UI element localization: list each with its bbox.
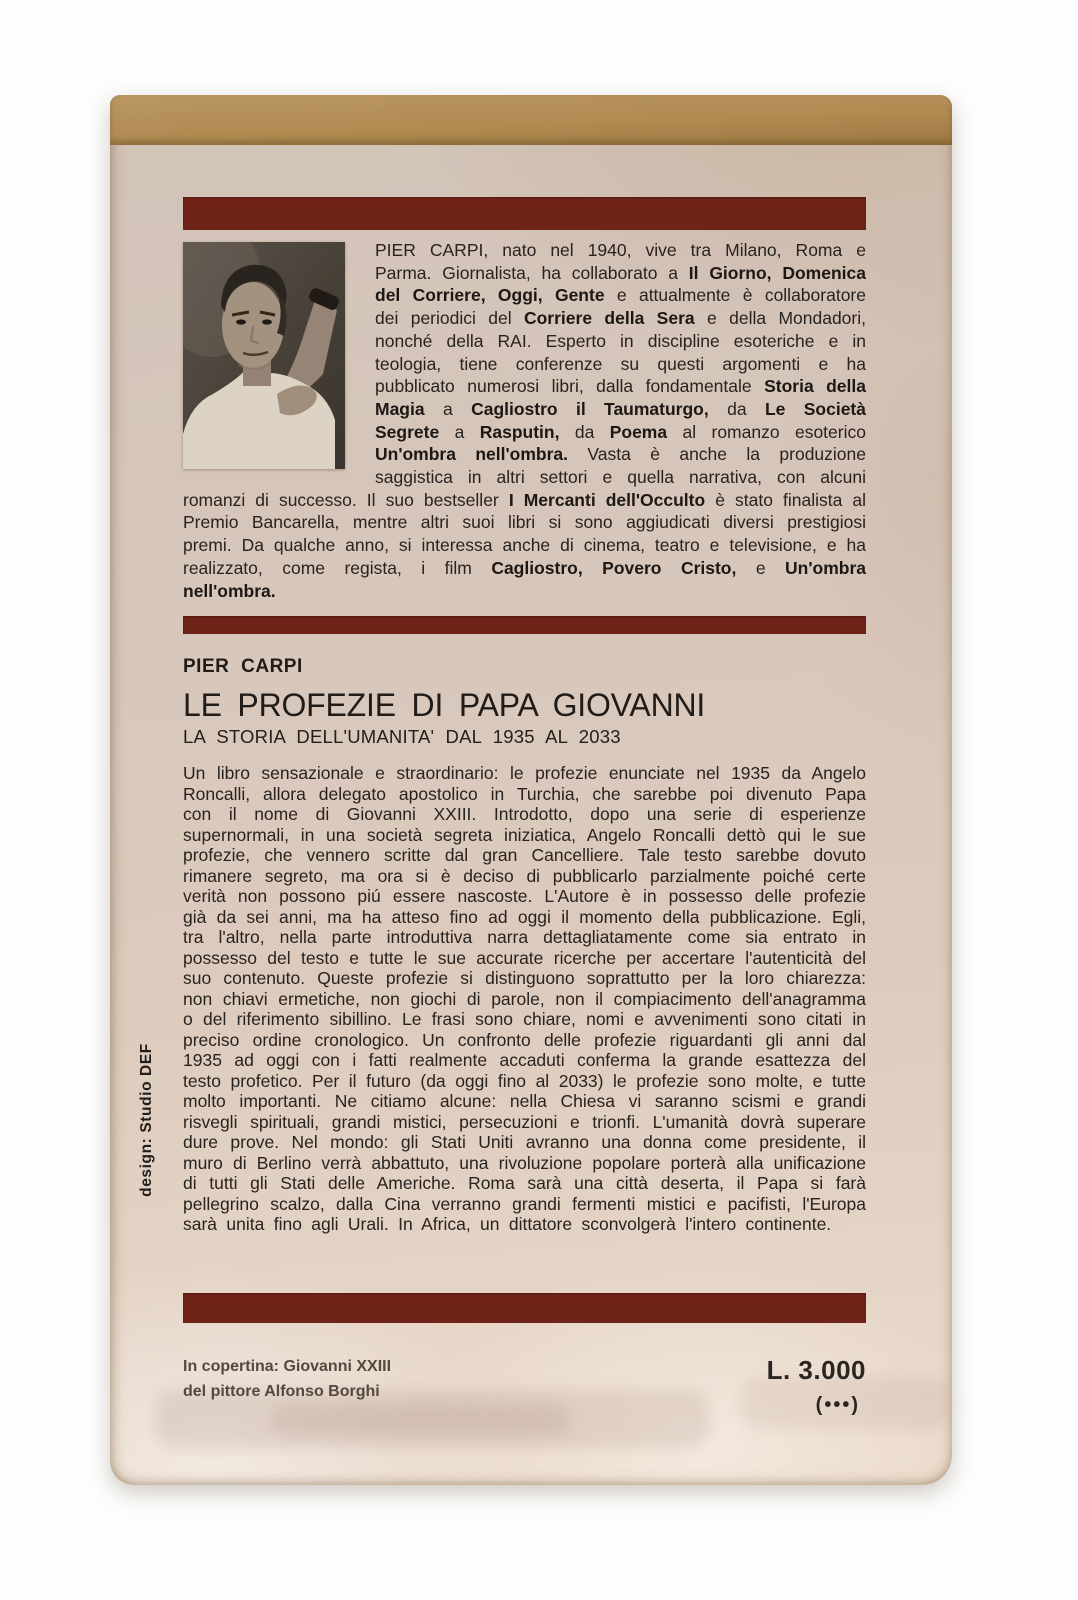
book-description: Un libro sensazionale e straordinario: le profezie enunciate nel 1935 da Angelo Roncalli, allora delegato apostolico in Turchia, che sarebbe poi divenuto Papa con il nome di Giovanni XXIII. Introdotto, dopo una serie di esperienze supernormali, in una società segreta iniziatica, Angelo Roncalli dettò qui le sue profezie, che vennero scritte dal gran Cancelliere. Tale testo sarebbe dovuto rimanere segreto, ma ora si è deciso di pubblicarlo parzialmente poiché certe verità non possono piú essere nascoste. L'Autore è in possesso delle profezie già da sei anni, ma ha atteso fino ad oggi il momento della pubblicazione. Egli, tra l'altro, nella parte introduttiva narra dettagliatamente come sia entrato in possesso del testo e tutte le sue accurate ricerche per accertare l'autenticità del suo contenuto. Queste profezie si distinguono soprattutto per la loro chiarezza: non chiavi ermetiche, non giochi di parole, non il compiacimento dell'anagramma o del riferimento sibillino. Le frasi sono chiare, nomi e avvenimenti sono citati in preciso ordine cronologico. Un confronto delle profezie riguardanti gli anni dal 1935 ad oggi con i fatti realmente accaduti conferma la grande esattezza del testo profetico. Per il futuro (da oggi fino al 2033) le profezie sono molte, e tutte molto importanti. Ne citiamo alcune: nella Chiesa vi saranno scismi e grandi risvegli spirituali, grandi mistici, persecuzioni e trionfi. L'umanità dovrà superare dure prove. Nel mondo: gli Stati Uniti avranno una donna come presidente, il muro di Berlino verrà abbattuto, una rivoluzione popolare porterà alla unificazione di tutti gli Stati delle Americhe. Roma sarà una città deserta, il Papa si farà pellegrino scalzo, dalla Cina verranno grandi fermenti mistici e pacifisti, l'Europa sarà unita fino agli Urali. In Africa, un dittatore sconvolgerà l'intero continente. [183,763,866,1235]
red-divider-middle [183,616,866,634]
price-label: L. 3.000 [766,1354,866,1385]
author-portrait-photo [183,242,345,469]
red-divider-bottom [183,1293,866,1323]
price-edition-mark: (•••) [815,1393,860,1416]
red-divider-top [183,197,866,230]
price-block [767,1355,866,1417]
cover-art-credit-line2: del pittore Alfonso Borghi [183,1382,380,1400]
cover-footer [183,1355,866,1417]
book-subtitle: LA STORIA DELL'UMANITA' DAL 1935 AL 2033 [183,726,621,748]
cover-art-credit [183,1355,391,1405]
cover-content [110,95,952,1417]
book-title: LE PROFEZIE DI PAPA GIOVANNI [183,687,706,724]
book-back-cover [110,95,952,1485]
author-bio-section [183,239,866,602]
author-name: PIER CARPI [183,656,303,678]
design-studio-credit: design: Studio DEF [138,1043,155,1197]
author-bio-text: PIER CARPI, nato nel 1940, vive tra Milano, Roma e Parma. Giornalista, ha collaborato a Il Giorno, Domenica del Corriere, Oggi, Gente e attualmente è collaboratore dei periodici del Corriere della Sera e della Mondadori, nonché della RAI. Esperto in discipline esoteriche e in teologia, tiene conferenze su questi argomenti e ha pubblicato numerosi libri, dalla fondamentale Storia della Magia a Cagliostro il Taumaturgo, da Le Società Segrete a Rasputin, da Poema al romanzo esoterico Un'ombra nell'ombra. Vasta è anche la produzione saggistica in altri settori e quella narrativa, con alcuni romanzi di successo. Il suo bestseller I Mercanti dell'Occulto è stato finalista al Premio Bancarella, mentre altri suoi libri si sono aggiudicati diversi prestigiosi premi. Da qualche anno, si interessa anche di cinema, teatro e televisione, e ha realizzato, come regista, i film Cagliostro, Povero Cristo, e Un'ombra nell'ombra. [183,240,866,601]
cover-art-credit-line1: In copertina: Giovanni XXIII [183,1357,392,1375]
